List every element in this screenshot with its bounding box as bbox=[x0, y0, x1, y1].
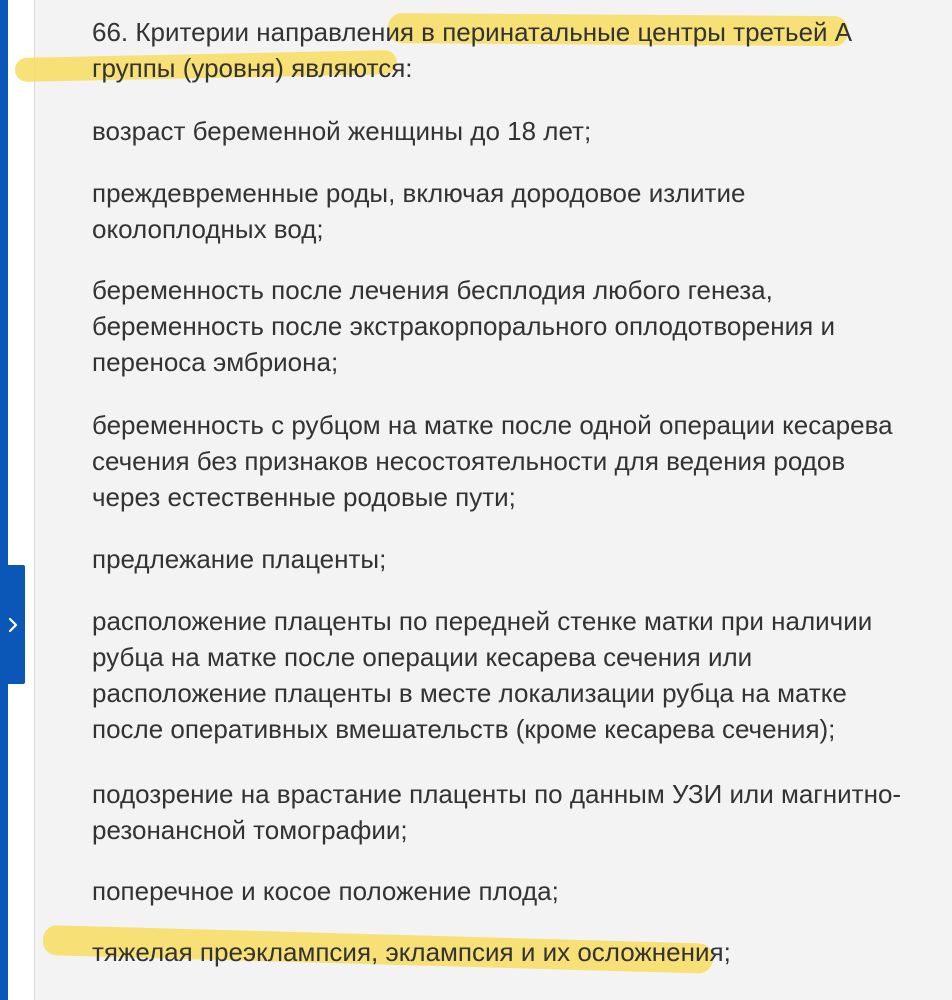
criterion-item bbox=[92, 873, 952, 909]
criterion-item bbox=[92, 541, 952, 577]
criterion-line: резонансной томографии; bbox=[92, 815, 408, 845]
criterion-line: возраст беременной женщины до 18 лет; bbox=[92, 116, 592, 146]
side-panel-toggle-button[interactable] bbox=[0, 565, 25, 684]
criterion-line: беременность после экстракорпорального оплодотворения и bbox=[92, 311, 835, 341]
criterion-line: после оперативных вмешательств (кроме кесарева сечения); bbox=[92, 714, 836, 744]
criterion-line: околоплодных вод; bbox=[92, 214, 324, 244]
left-accent-bar bbox=[0, 0, 8, 1000]
criterion-line: беременность после лечения бесплодия любого генеза, bbox=[92, 275, 773, 305]
heading-line: группы (уровня) являются: bbox=[92, 53, 413, 83]
criterion-item bbox=[92, 407, 952, 515]
chevron-right-icon bbox=[7, 616, 19, 634]
criteria-heading bbox=[92, 14, 952, 86]
content-panel bbox=[34, 0, 952, 1000]
criterion-line: переноса эмбриона; bbox=[92, 347, 339, 377]
criterion-item bbox=[92, 934, 952, 970]
heading-line: 66. Критерии направления в перинатальные центры третьей А bbox=[92, 17, 853, 47]
criterion-line: преждевременные роды, включая дородовое излитие bbox=[92, 178, 746, 208]
criterion-line: беременность с рубцом на матке после одной операции кесарева bbox=[92, 410, 893, 440]
criterion-item bbox=[92, 113, 952, 149]
criterion-line: расположение плаценты в месте локализации рубца на матке bbox=[92, 678, 847, 708]
criterion-line: поперечное и косое положение плода; bbox=[92, 876, 559, 906]
criterion-line: через естественные родовые пути; bbox=[92, 482, 516, 512]
criterion-item bbox=[92, 272, 952, 380]
criterion-item bbox=[92, 776, 952, 848]
criterion-item bbox=[92, 175, 952, 247]
criterion-line: сечения без признаков несостоятельности для ведения родов bbox=[92, 446, 846, 476]
criterion-line: тяжелая преэклампсия, эклампсия и их осложнения; bbox=[92, 937, 731, 967]
criterion-line: подозрение на врастание плаценты по данным УЗИ или магнитно- bbox=[92, 779, 902, 809]
criterion-line: предлежание плаценты; bbox=[92, 544, 387, 574]
criterion-item bbox=[92, 603, 952, 747]
criterion-line: расположение плаценты по передней стенке матки при наличии bbox=[92, 606, 873, 636]
criterion-line: рубца на матке после операции кесарева сечения или bbox=[92, 642, 753, 672]
